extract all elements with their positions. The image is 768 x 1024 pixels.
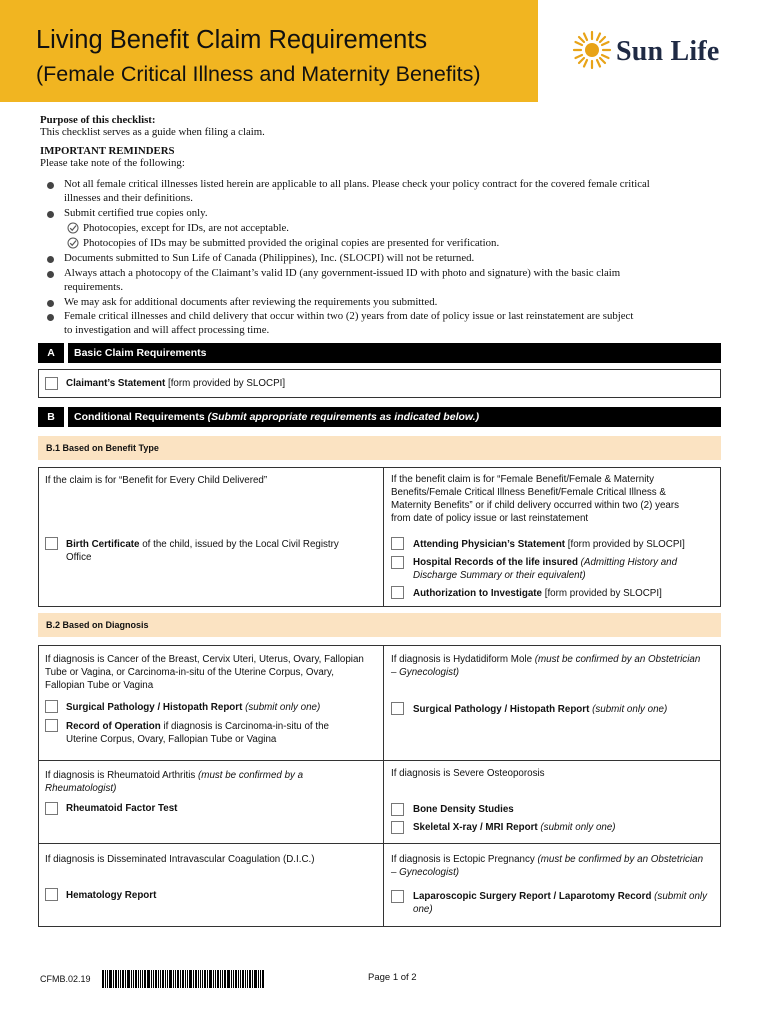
record-of-operation-checkbox[interactable] [45,719,58,732]
bone-density-item: Bone Density Studies [413,804,514,815]
b1-heading: B.1 Based on Benefit Type [38,436,721,460]
b2-r3-left-condition: If diagnosis is Disseminated Intravascular Coagulation (D.I.C.) [45,854,315,865]
bone-density-checkbox[interactable] [391,803,404,816]
hematology-checkbox[interactable] [45,888,58,901]
b2-r2-right-condition: If diagnosis is Severe Osteoporosis [391,768,545,779]
hospital-records-item-line-2: Discharge Summary or their equivalent) [413,570,586,581]
reminder-2: Submit certified true copies only. [64,207,208,219]
authorization-item: Authorization to Investigate [form provided by SLOCPI] [413,588,662,599]
b2-heading: B.2 Based on Diagnosis [38,613,721,637]
purpose-heading: Purpose of this checklist: [40,114,156,126]
surgical-pathology-mole-item: Surgical Pathology / Histopath Report (submit only one) [413,704,668,715]
birth-certificate-checkbox[interactable] [45,537,58,550]
reminder-1-line-2: illnesses and their definitions. [64,192,193,204]
rheumatoid-factor-item: Rheumatoid Factor Test [66,803,178,814]
reminders-text: Please take note of the following: [40,157,185,169]
birth-certificate-item: Birth Certificate of the child, issued by the Local Civil Registry [66,539,339,550]
attending-physician-checkbox[interactable] [391,537,404,550]
bullet-icon [47,256,54,263]
skeletal-xray-checkbox[interactable] [391,821,404,834]
page-number: Page 1 of 2 [368,972,417,983]
check-item-2: Photocopies of IDs may be submitted provided the original copies are presented for verification. [83,237,500,249]
b2-r1-right-condition-line-2: – Gynecologist) [391,667,460,678]
purpose-text: This checklist serves as a guide when filing a claim. [40,126,265,138]
surgical-pathology-item: Surgical Pathology / Histopath Report (submit only one) [66,702,321,713]
reminder-1-line-1: Not all female critical illnesses listed herein are applicable to all plans. Please check your policy contract for the covered female critical [64,178,650,190]
reminders-heading: IMPORTANT REMINDERS [40,145,175,157]
b2-r2-left-condition-line-2: Rheumatologist) [45,783,117,794]
barcode-icon [102,970,292,988]
record-of-operation-item-line-2: Uterine Corpus, Ovary, Fallopian Tube or Vagina [66,734,277,745]
rheumatoid-factor-checkbox[interactable] [45,802,58,815]
laparoscopic-item: Laparoscopic Surgery Report / Laparotomy Record (submit only [413,891,707,902]
b1-left-condition: If the claim is for “Benefit for Every Child Delivered” [45,475,268,486]
section-letter: B [47,411,55,423]
section-b-label: Conditional Requirements (Submit appropriate requirements as indicated below.) [74,411,480,423]
b2-r3-right-condition-line-2: – Gynecologist) [391,867,460,878]
page-title: Living Benefit Claim Requirements [36,26,428,54]
b2-r3-right-condition: If diagnosis is Ectopic Pregnancy (must be confirmed by an Obstetrician [391,854,704,865]
bullet-icon [47,271,54,278]
attending-physician-item: Attending Physician’s Statement [form provided by SLOCPI] [413,539,685,550]
reminder-4-line-2: requirements. [64,281,124,293]
bullet-icon [47,314,54,321]
logo-text: Sun Life [616,36,720,67]
bullet-icon [47,300,54,307]
b2-r1-left-line-1: If diagnosis is Cancer of the Breast, Cervix Uteri, Uterus, Ovary, Fallopian [45,654,364,665]
b1-right-condition-line-3: Maternity Benefits” or if child delivery occurred within two (2) years [391,500,680,511]
record-of-operation-item: Record of Operation if diagnosis is Carcinoma-in-situ of the [66,721,329,732]
bullet-icon [47,182,54,189]
page-subtitle: (Female Critical Illness and Maternity Benefits) [36,62,481,86]
hospital-records-item: Hospital Records of the life insured (Admitting History and [413,557,678,568]
birth-certificate-item-line-2: Office [66,552,92,563]
reminder-3: Documents submitted to Sun Life of Canada (Philippines), Inc. (SLOCPI) will not be returned. [64,252,475,264]
claimant-statement-item: Claimant’s Statement [form provided by SLOCPI] [66,378,286,389]
reminder-6-line-2: to investigation and will affect processing time. [64,324,270,336]
form-code: CFMB.02.19 [40,974,91,984]
section-letter: A [47,347,55,359]
laparoscopic-item-line-2: one) [413,904,433,915]
b1-right-condition-line-1: If the benefit claim is for “Female Benefit/Female & Maternity [391,474,654,485]
b2-r1-left-line-3: Fallopian Tube or Vagina [45,680,154,691]
b2-r1-right-condition: If diagnosis is Hydatidiform Mole (must be confirmed by an Obstetrician [391,654,701,665]
authorization-checkbox[interactable] [391,586,404,599]
section-a-bar [38,343,721,363]
laparoscopic-checkbox[interactable] [391,890,404,903]
b1-right-condition-line-2: Benefits/Female Critical Illness Benefit/Female Critical Illness & [391,487,666,498]
reminder-6-line-1: Female critical illnesses and child delivery that occur within two (2) years from date of policy issue or last reinstatement are subject [64,310,634,322]
sun-life-logo-icon [572,30,612,75]
section-a-label: Basic Claim Requirements [74,347,207,359]
claimant-statement-checkbox[interactable] [45,377,58,390]
b2-r1-left-line-2: Tube or Vagina, or Carcinoma-in-situ of the Uterine Corpus, Ovary, [45,667,334,678]
reminder-5: We may ask for additional documents after reviewing the requirements you submitted. [64,296,438,308]
skeletal-xray-item: Skeletal X-ray / MRI Report (submit only one) [413,822,616,833]
section-b-bar [38,407,721,427]
b1-right-condition-line-4: from date of policy issue or last reinstatement [391,513,589,524]
hematology-item: Hematology Report [66,890,157,901]
surgical-pathology-checkbox[interactable] [45,700,58,713]
b2-r2-left-condition: If diagnosis is Rheumatoid Arthritis (must be confirmed by a [45,770,304,781]
check-item-1: Photocopies, except for IDs, are not acceptable. [83,222,289,234]
bullet-icon [47,211,54,218]
reminder-4-line-1: Always attach a photocopy of the Claimant’s valid ID (any government-issued ID with photo and signature) with the basic claim [64,267,621,279]
hospital-records-checkbox[interactable] [391,556,404,569]
surgical-pathology-mole-checkbox[interactable] [391,702,404,715]
